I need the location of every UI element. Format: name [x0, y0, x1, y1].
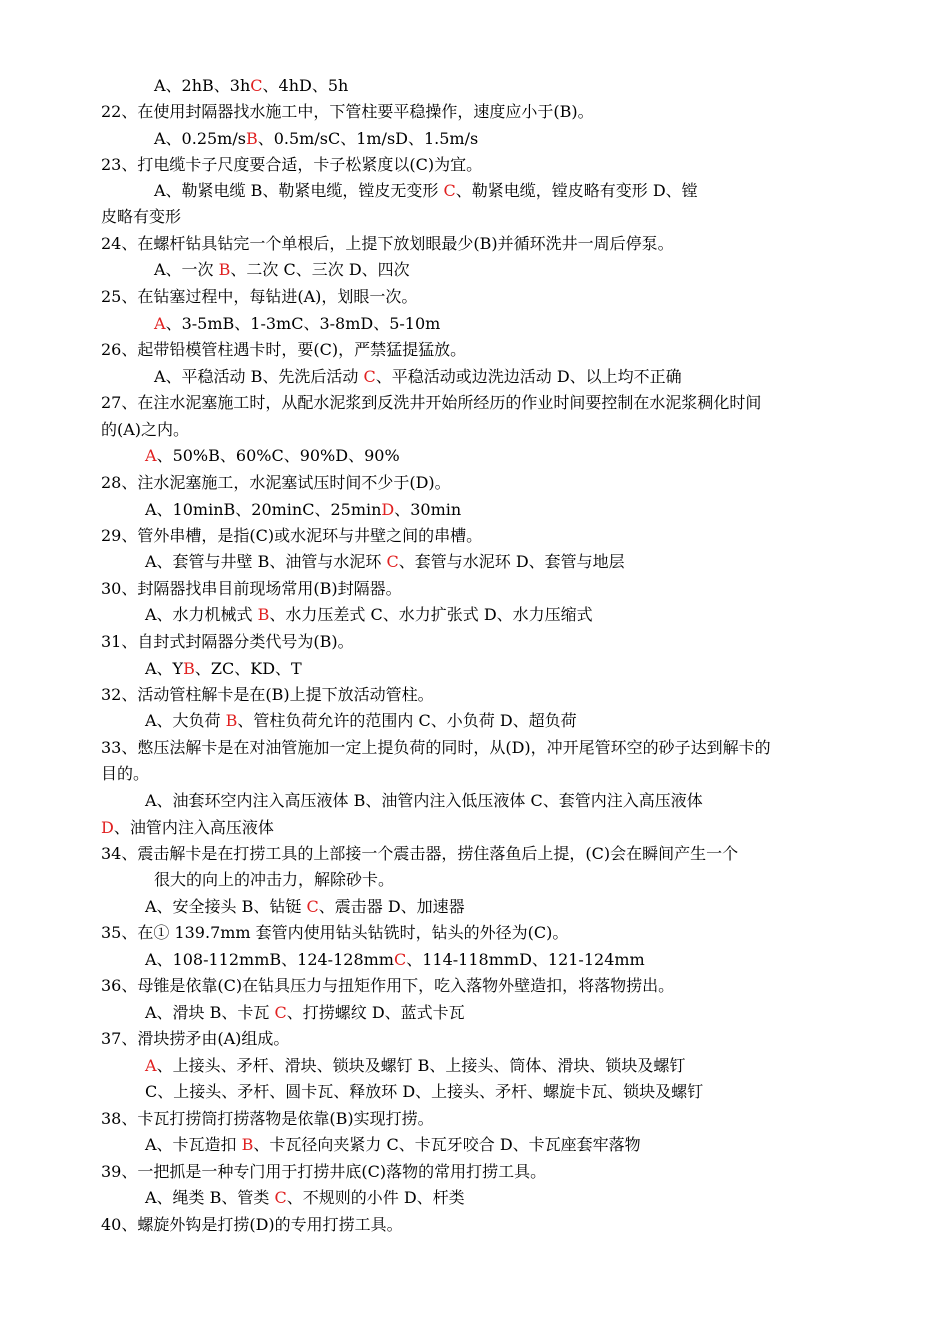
answer-options-continuation: D、油管内注入高压液体 [101, 818, 274, 837]
question-39: 39、一把抓是一种专门用于打捞井底(C)落物的常用打捞工具。 [101, 1162, 547, 1181]
answer-options-line: A、50%B、60%C、90%D、90% [145, 446, 400, 465]
answer-options-line: A、上接头、矛杆、滑块、锁块及螺钉 B、上接头、筒体、滑块、锁块及螺钉 [145, 1056, 686, 1075]
answer-options-line: A、绳类 B、管类 C、不规则的小件 D、杆类 [145, 1188, 465, 1207]
question-23: 23、打电缆卡子尺度要合适，卡子松紧度以(C)为宜。 [101, 155, 483, 174]
answer-options-line: A、10minB、20minC、25minD、30min [145, 500, 462, 519]
question-24: 24、在螺杆钻具钻完一个单根后，上提下放划眼最少(B)并循环洗井一周后停泵。 [101, 234, 674, 253]
answer-options-line: A、3-5mB、1-3mC、3-8mD、5-10m [154, 314, 441, 333]
answer-options-line: A、水力机械式 B、水力压差式 C、水力扩张式 D、水力压缩式 [145, 605, 593, 624]
question-22: 22、在使用封隔器找水施工中，下管柱要平稳操作，速度应小于(B)。 [101, 102, 594, 121]
answer-options-continuation: 皮略有变形 [101, 207, 182, 226]
answer-options-line: A、安全接头 B、钻铤 C、震击器 D、加速器 [145, 897, 465, 916]
question-29: 29、管外串槽，是指(C)或水泥环与井壁之间的串槽。 [101, 526, 483, 545]
question-37: 37、滑块捞矛由(A)组成。 [101, 1029, 290, 1048]
answer-options-line: A、大负荷 B、管柱负荷允许的范围内 C、小负荷 D、超负荷 [145, 711, 577, 730]
question-38: 38、卡瓦打捞筒打捞落物是依靠(B)实现打捞。 [101, 1109, 434, 1128]
answer-options-line: A、油套环空内注入高压液体 B、油管内注入低压液体 C、套管内注入高压液体 [145, 791, 703, 810]
question-28: 28、注水泥塞施工，水泥塞试压时间不少于(D)。 [101, 473, 451, 492]
answer-options-line: A、平稳活动 B、先洗后活动 C、平稳活动或边洗边活动 D、以上均不正确 [154, 367, 682, 386]
question-34-continuation: 很大的向上的冲击力，解除砂卡。 [154, 870, 395, 889]
question-34: 34、震击解卡是在打捞工具的上部接一个震击器，捞住落鱼后上提，(C)会在瞬间产生一个 [101, 844, 739, 863]
question-33: 33、憋压法解卡是在对油管施加一定上提负荷的同时，从(D)，冲开尾管环空的砂子达到解卡的 [101, 738, 771, 757]
question-40: 40、螺旋外钩是打捞(D)的专用打捞工具。 [101, 1215, 403, 1234]
answer-options-line: A、滑块 B、卡瓦 C、打捞螺纹 D、蓝式卡瓦 [145, 1003, 465, 1022]
answer-options-line: A、108-112mmB、124-128mmC、114-118mmD、121-124mm [145, 950, 645, 969]
question-30: 30、封隔器找串目前现场常用(B)封隔器。 [101, 579, 402, 598]
question-27: 27、在注水泥塞施工时，从配水泥浆到反洗井开始所经历的作业时间要控制在水泥浆稠化时间 [101, 393, 762, 412]
answer-options-line: A、YB、ZC、KD、T [145, 659, 302, 678]
question-31: 31、自封式封隔器分类代号为(B)。 [101, 632, 354, 651]
question-36: 36、母锥是依靠(C)在钻具压力与扭矩作用下，吃入落物外壁造扣，将落物捞出。 [101, 976, 675, 995]
answer-options-line: C、上接头、矛杆、圆卡瓦、释放环 D、上接头、矛杆、螺旋卡瓦、锁块及螺钉 [145, 1082, 704, 1101]
question-27-continuation: 的(A)之内。 [101, 420, 190, 439]
question-33-continuation: 目的。 [101, 764, 150, 783]
answer-options-line: A、卡瓦造扣 B、卡瓦径向夹紧力 C、卡瓦牙咬合 D、卡瓦座套牢落物 [145, 1135, 641, 1154]
answer-options-line: A、勒紧电缆 B、勒紧电缆，镗皮无变形 C、勒紧电缆，镗皮略有变形 D、镗 [154, 181, 698, 200]
question-35: 35、在① 139.7mm 套管内使用钻头钻铣时，钻头的外径为(C)。 [101, 923, 569, 942]
question-26: 26、起带铅模管柱遇卡时，要(C)，严禁猛提猛放。 [101, 340, 467, 359]
answer-options-line: A、2hB、3hC、4hD、5h [154, 76, 349, 95]
answer-options-line: A、一次 B、二次 C、三次 D、四次 [154, 260, 410, 279]
question-25: 25、在钻塞过程中，每钻进(A)，划眼一次。 [101, 287, 418, 306]
question-32: 32、活动管柱解卡是在(B)上提下放活动管柱。 [101, 685, 434, 704]
answer-options-line: A、0.25m/sB、0.5m/sC、1m/sD、1.5m/s [154, 129, 479, 148]
answer-options-line: A、套管与井壁 B、油管与水泥环 C、套管与水泥环 D、套管与地层 [145, 552, 625, 571]
